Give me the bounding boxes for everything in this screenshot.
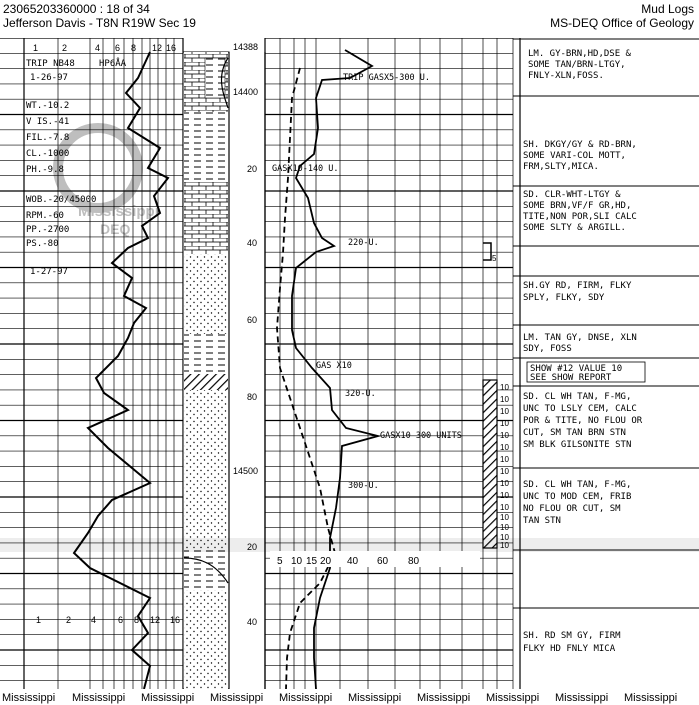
well-location: Jefferson Davis - T8N R19W Sec 19 — [3, 16, 196, 30]
description-line: SEE SHOW REPORT — [530, 373, 612, 383]
depth-label: 14500 — [233, 466, 259, 476]
description-line: FNLY-XLN,FOSS. — [528, 71, 604, 81]
scale-tick: 4 — [91, 615, 97, 625]
gas-annotation: 320-U. — [345, 389, 376, 399]
description-line: SOME SLTY & ARGILL. — [523, 223, 626, 233]
scale-tick: 16 — [170, 615, 181, 625]
footer-label: Mississippi — [141, 692, 195, 704]
description-line: CUT, SM TAN BRN STN — [523, 428, 626, 438]
gas-annotation: 220-U. — [348, 238, 379, 248]
description-line: SD. CLR-WHT-LTGY & — [523, 190, 621, 200]
show-tick: 10 — [500, 503, 509, 512]
show-track — [483, 243, 497, 548]
show-tick: 10 — [500, 541, 509, 550]
scale-tick: 2 — [66, 615, 72, 625]
show-tick: 10 — [500, 443, 509, 452]
date-start: 1-26-97 — [30, 73, 68, 83]
description-line: LM. GY-BRN,HD,DSE & — [528, 49, 631, 59]
lithology-column — [183, 52, 229, 689]
scale-tick: 2 — [62, 43, 68, 53]
depth-label: 60 — [247, 315, 258, 325]
mud-param: CL.-1000 — [26, 149, 70, 159]
gas-annotation: GASX10-140 U. — [272, 164, 339, 174]
trip-label: TRIP NB48 — [26, 59, 75, 69]
watermark-word: DEQ — [100, 221, 131, 237]
gas-annotation: GAS X10 — [316, 361, 352, 371]
footer-watermark-row — [0, 691, 699, 705]
document-id: 23065203360000 : 18 of 34 — [3, 2, 150, 16]
gas-scale-tick: 10 — [291, 556, 303, 567]
log-type: Mud Logs — [641, 2, 694, 16]
show-tick: 5 — [492, 254, 497, 263]
footer-label: Mississippi — [417, 692, 471, 704]
mud-param: WOB.-20/45000 — [26, 195, 97, 205]
scale-tick: 6 — [115, 43, 121, 53]
show-tick: 10 — [500, 419, 509, 428]
description-line: SH. DKGY/GY & RD-BRN, — [523, 140, 637, 150]
mud-param: PP.-2700 — [26, 225, 70, 235]
description-line: NO FLOU OR CUT, SM — [523, 504, 621, 514]
watermark-word: Mississippi — [78, 203, 159, 220]
show-tick: 10 — [500, 383, 509, 392]
footer-label: Mississippi — [210, 692, 264, 704]
footer-label: Mississippi — [555, 692, 609, 704]
description-line: SOME VARI-COL MOTT, — [523, 151, 626, 161]
depth-label: 20 — [247, 542, 258, 552]
scale-tick: 6 — [118, 615, 124, 625]
footer-label: Mississippi — [72, 692, 126, 704]
description-line: SDY, FOSS — [523, 344, 572, 354]
description-line: POR & TITE, NO FLOU OR — [523, 416, 643, 426]
date-end: 1-27-97 — [30, 267, 68, 277]
gas-scale-tick: 5 — [277, 556, 283, 567]
footer-label: Mississippi — [279, 692, 333, 704]
description-line: SOME TAN/BRN-LTGY, — [528, 60, 626, 70]
gas-annotation: 300-U. — [348, 481, 379, 491]
agency: MS-DEQ Office of Geology — [550, 16, 694, 30]
description-line: SD. CL WH TAN, F-MG, — [523, 480, 632, 490]
description-line: FRM,SLTY,MICA. — [523, 162, 599, 172]
description-line: TAN STN — [523, 516, 561, 526]
show-tick: 10 — [500, 523, 509, 532]
show-tick: 10 — [500, 467, 509, 476]
gas-scale-tick: 20 — [320, 556, 332, 567]
depth-label: 20 — [247, 164, 258, 174]
footer-label: Mississippi — [2, 692, 56, 704]
mud-param: PS.-80 — [26, 239, 59, 249]
mud-param: RPM.-60 — [26, 211, 64, 221]
description-line: FLKY HD FNLY MICA — [523, 644, 616, 654]
scale-tick: 1 — [33, 43, 39, 53]
gas-annotation: GASX10 300 UNITS — [380, 431, 462, 441]
mud-param: FIL.-7.8 — [26, 133, 70, 143]
depth-label: 80 — [247, 392, 258, 402]
description-line: UNC TO LSLY CEM, CALC — [523, 404, 637, 414]
show-tick: 10 — [500, 491, 509, 500]
gas-annotation: TRIP GASX5-300 U. — [343, 73, 430, 83]
mud-param: WT.-10.2 — [26, 101, 70, 111]
scale-tick: 8 — [134, 615, 140, 625]
description-line: LM. TAN GY, DNSE, XLN — [523, 333, 637, 343]
mud-param: PH.-9.8 — [26, 165, 64, 175]
drill-rate-curve — [74, 52, 168, 689]
show-tick: 10 — [500, 395, 509, 404]
mud-param: V IS.-41 — [26, 117, 70, 127]
scale-tick: 12 — [150, 615, 161, 625]
scale-tick: 16 — [166, 43, 177, 53]
show-tick: 10 — [500, 455, 509, 464]
footer-label: Mississippi — [624, 692, 678, 704]
scan-artifact-band — [0, 538, 699, 552]
footer-label: Mississippi — [348, 692, 402, 704]
depth-label: 14388 — [233, 42, 259, 52]
scale-tick: 8 — [131, 43, 137, 53]
description-line: SHOW #12 VALUE 10 — [530, 364, 623, 374]
lithology-descriptions — [523, 49, 643, 654]
scale-tick: 1 — [36, 615, 42, 625]
gas-scale — [270, 551, 480, 567]
description-line: SH.GY RD, FIRM, FLKY — [523, 281, 632, 291]
description-line: SOME BRN,VF/F GR,HD, — [523, 201, 632, 211]
show-tick: 10 — [500, 513, 509, 522]
deq-watermark — [58, 128, 159, 237]
depth-label: 40 — [247, 238, 258, 248]
scale-tick: 12 — [152, 43, 163, 53]
bit-label: HP6ÅA — [99, 59, 127, 69]
description-line: TITE,NON POR,SLI CALC — [523, 212, 637, 222]
gas-scale-tick: 80 — [408, 556, 420, 567]
show-tick: 10 — [500, 479, 509, 488]
depth-label: 40 — [247, 617, 258, 627]
description-line: UNC TO MOD CEM, FRIB — [523, 492, 632, 502]
footer-label: Mississippi — [486, 692, 540, 704]
gas-grid — [265, 38, 513, 689]
depth-label: 14400 — [233, 87, 259, 97]
show-tick: 10 — [500, 431, 509, 440]
scale-tick: 4 — [95, 43, 101, 53]
depth-column — [229, 52, 265, 689]
drill-rate-line — [74, 52, 168, 689]
description-line: SPLY, FLKY, SDY — [523, 293, 605, 303]
gas-scale-tick: 15 — [306, 556, 318, 567]
description-line: SH. RD SM GY, FIRM — [523, 631, 621, 641]
description-line: SM BLK GILSONITE STN — [523, 440, 632, 450]
show-tick: 10 — [500, 533, 509, 542]
description-line: SD. CL WH TAN, F-MG, — [523, 392, 632, 402]
show-tick: 10 — [500, 407, 509, 416]
mud-log-sheet — [0, 38, 699, 689]
gas-scale-tick: 60 — [377, 556, 389, 567]
gas-scale-tick: 40 — [347, 556, 359, 567]
